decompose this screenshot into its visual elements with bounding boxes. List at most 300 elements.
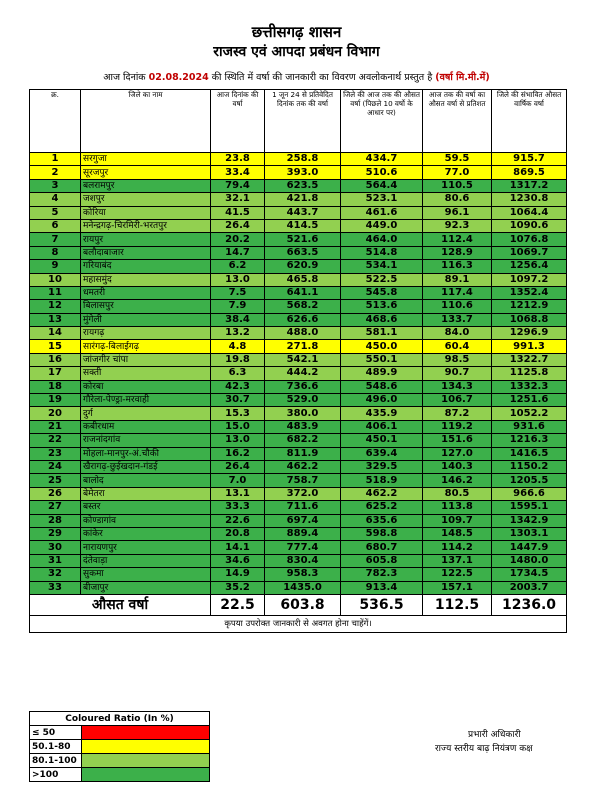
row-today: 38.4	[211, 313, 265, 326]
row-district-name: रायपुर	[81, 233, 211, 246]
table-row	[30, 179, 567, 192]
row-annual: 1317.2	[492, 179, 567, 192]
row-annual: 1212.9	[492, 300, 567, 313]
row-serial: 27	[30, 501, 81, 514]
row-district-name: महासमुंद	[81, 273, 211, 286]
row-annual: 931.6	[492, 420, 567, 433]
table-row	[30, 447, 567, 460]
row-today: 6.2	[211, 260, 265, 273]
row-today: 23.8	[211, 153, 265, 166]
unit-label: (वर्षा मि.मी.में)	[435, 72, 490, 83]
row-district-name: कोरबा	[81, 380, 211, 393]
row-district-name: मुंगेली	[81, 313, 211, 326]
row-serial: 30	[30, 541, 81, 554]
row-since: 958.3	[265, 568, 341, 581]
row-today: 26.4	[211, 460, 265, 473]
row-district-name: बलौदाबाजार	[81, 246, 211, 259]
row-today: 32.1	[211, 193, 265, 206]
row-annual: 869.5	[492, 166, 567, 179]
table-row	[30, 327, 567, 340]
row-annual: 1352.4	[492, 286, 567, 299]
row-district-name: दुर्ग	[81, 407, 211, 420]
row-annual: 1447.9	[492, 541, 567, 554]
row-today: 13.1	[211, 487, 265, 500]
row-serial: 14	[30, 327, 81, 340]
row-since: 521.6	[265, 233, 341, 246]
row-avg: 450.0	[341, 340, 423, 353]
row-today: 33.3	[211, 501, 265, 514]
row-serial: 19	[30, 394, 81, 407]
header-district: जिले का नाम	[81, 90, 211, 153]
row-avg: 489.9	[341, 367, 423, 380]
row-district-name: सारंगढ़-बिलाईगढ़	[81, 340, 211, 353]
row-annual: 1251.6	[492, 394, 567, 407]
row-pct: 112.4	[423, 233, 492, 246]
row-serial: 7	[30, 233, 81, 246]
row-annual: 1230.8	[492, 193, 567, 206]
row-since: 811.9	[265, 447, 341, 460]
table-row	[30, 541, 567, 554]
row-avg: 461.6	[341, 206, 423, 219]
row-district-name: बीजापुर	[81, 581, 211, 594]
row-serial: 6	[30, 219, 81, 232]
row-today: 14.9	[211, 568, 265, 581]
row-today: 19.8	[211, 353, 265, 366]
row-district-name: बेमेतरा	[81, 487, 211, 500]
row-avg: 435.9	[341, 407, 423, 420]
legend-item	[30, 740, 210, 754]
row-district-name: कोरिया	[81, 206, 211, 219]
row-serial: 5	[30, 206, 81, 219]
average-today: 22.5	[211, 594, 265, 615]
table-header-row	[30, 90, 567, 153]
row-serial: 33	[30, 581, 81, 594]
legend-table	[29, 711, 210, 782]
row-today: 6.3	[211, 367, 265, 380]
row-since: 271.8	[265, 340, 341, 353]
table-row	[30, 514, 567, 527]
row-district-name: सूरजपुर	[81, 166, 211, 179]
row-serial: 2	[30, 166, 81, 179]
row-avg: 518.9	[341, 474, 423, 487]
row-serial: 15	[30, 340, 81, 353]
row-avg: 523.1	[341, 193, 423, 206]
row-annual: 991.3	[492, 340, 567, 353]
row-district-name: बालोद	[81, 474, 211, 487]
row-since: 641.1	[265, 286, 341, 299]
row-since: 529.0	[265, 394, 341, 407]
row-avg: 680.7	[341, 541, 423, 554]
table-row	[30, 367, 567, 380]
row-district-name: गौरेला-पेण्ड्रा-मरवाही	[81, 394, 211, 407]
row-avg: 605.8	[341, 554, 423, 567]
row-serial: 3	[30, 179, 81, 192]
row-district-name: गरियाबंद	[81, 260, 211, 273]
row-today: 13.0	[211, 434, 265, 447]
row-pct: 80.6	[423, 193, 492, 206]
row-district-name: सक्ती	[81, 367, 211, 380]
row-since: 663.5	[265, 246, 341, 259]
rainfall-table	[29, 89, 567, 633]
table-row	[30, 273, 567, 286]
header-percentage: आज तक की वर्षा का औसत वर्षा से प्रतिशत	[423, 90, 492, 153]
report-intro	[0, 70, 593, 83]
row-today: 15.3	[211, 407, 265, 420]
row-avg: 913.4	[341, 581, 423, 594]
table-row	[30, 340, 567, 353]
row-serial: 17	[30, 367, 81, 380]
row-today: 4.8	[211, 340, 265, 353]
row-since: 258.8	[265, 153, 341, 166]
row-serial: 10	[30, 273, 81, 286]
row-annual: 1090.6	[492, 219, 567, 232]
table-row	[30, 246, 567, 259]
row-today: 79.4	[211, 179, 265, 192]
row-since: 626.6	[265, 313, 341, 326]
row-pct: 60.4	[423, 340, 492, 353]
row-pct: 87.2	[423, 407, 492, 420]
row-today: 20.2	[211, 233, 265, 246]
row-annual: 1068.8	[492, 313, 567, 326]
row-pct: 116.3	[423, 260, 492, 273]
table-row	[30, 460, 567, 473]
row-since: 697.4	[265, 514, 341, 527]
row-annual: 1064.4	[492, 206, 567, 219]
row-annual: 1296.9	[492, 327, 567, 340]
row-today: 26.4	[211, 219, 265, 232]
row-since: 736.6	[265, 380, 341, 393]
row-today: 16.2	[211, 447, 265, 460]
row-serial: 28	[30, 514, 81, 527]
row-serial: 23	[30, 447, 81, 460]
average-since: 603.8	[265, 594, 341, 615]
row-serial: 25	[30, 474, 81, 487]
legend-swatch-light-green	[82, 754, 210, 768]
row-serial: 29	[30, 527, 81, 540]
table-row	[30, 407, 567, 420]
row-district-name: नारायणपुर	[81, 541, 211, 554]
legend-label: 50.1-80	[30, 740, 82, 754]
row-avg: 639.4	[341, 447, 423, 460]
row-avg: 496.0	[341, 394, 423, 407]
row-today: 13.0	[211, 273, 265, 286]
row-today: 22.6	[211, 514, 265, 527]
row-avg: 782.3	[341, 568, 423, 581]
row-annual: 1052.2	[492, 407, 567, 420]
row-district-name: कांकेर	[81, 527, 211, 540]
row-avg: 635.6	[341, 514, 423, 527]
row-district-name: कोण्डागांव	[81, 514, 211, 527]
row-today: 15.0	[211, 420, 265, 433]
legend-label: ≤ 50	[30, 726, 82, 740]
table-row	[30, 487, 567, 500]
row-annual: 1416.5	[492, 447, 567, 460]
row-avg: 548.6	[341, 380, 423, 393]
row-since: 620.9	[265, 260, 341, 273]
intro-after: की स्थिति में वर्षा की जानकारी का विवरण अवलोकनार्थ प्रस्तुत है	[211, 72, 433, 83]
table-row	[30, 300, 567, 313]
table-row	[30, 260, 567, 273]
table-row	[30, 501, 567, 514]
row-pct: 90.7	[423, 367, 492, 380]
row-avg: 550.1	[341, 353, 423, 366]
row-serial: 1	[30, 153, 81, 166]
row-pct: 151.6	[423, 434, 492, 447]
header-cumulative-rain: 1 जून 24 से प्रतिवेदित दिनांक तक की वर्षा	[265, 90, 341, 153]
row-since: 568.2	[265, 300, 341, 313]
table-row	[30, 554, 567, 567]
header-today-rain: आज दिनांक की वर्षा	[211, 90, 265, 153]
row-serial: 32	[30, 568, 81, 581]
row-since: 393.0	[265, 166, 341, 179]
row-pct: 134.3	[423, 380, 492, 393]
table-row	[30, 193, 567, 206]
row-since: 380.0	[265, 407, 341, 420]
header-serial: क्र.	[30, 90, 81, 153]
table-row	[30, 568, 567, 581]
legend-swatch-dark-green	[82, 768, 210, 782]
row-pct: 114.2	[423, 541, 492, 554]
row-today: 30.7	[211, 394, 265, 407]
row-today: 41.5	[211, 206, 265, 219]
row-district-name: बिलासपुर	[81, 300, 211, 313]
row-district-name: बलरामपुर	[81, 179, 211, 192]
row-serial: 26	[30, 487, 81, 500]
row-annual: 1303.1	[492, 527, 567, 540]
row-since: 777.4	[265, 541, 341, 554]
row-since: 1435.0	[265, 581, 341, 594]
table-row	[30, 434, 567, 447]
row-since: 444.2	[265, 367, 341, 380]
row-annual: 915.7	[492, 153, 567, 166]
row-pct: 96.1	[423, 206, 492, 219]
row-since: 414.5	[265, 219, 341, 232]
row-pct: 146.2	[423, 474, 492, 487]
row-annual: 1205.5	[492, 474, 567, 487]
row-since: 462.2	[265, 460, 341, 473]
row-today: 14.7	[211, 246, 265, 259]
row-serial: 4	[30, 193, 81, 206]
row-serial: 9	[30, 260, 81, 273]
table-row	[30, 353, 567, 366]
table-row	[30, 474, 567, 487]
row-avg: 534.1	[341, 260, 423, 273]
row-district-name: धमतरी	[81, 286, 211, 299]
row-district-name: जशपुर	[81, 193, 211, 206]
row-district-name: मनेन्द्रगढ़-चिरमिरी-भरतपुर	[81, 219, 211, 232]
legend-item	[30, 726, 210, 740]
legend-label: 80.1-100	[30, 754, 82, 768]
row-pct: 127.0	[423, 447, 492, 460]
row-serial: 13	[30, 313, 81, 326]
row-pct: 133.7	[423, 313, 492, 326]
row-since: 830.4	[265, 554, 341, 567]
row-since: 542.1	[265, 353, 341, 366]
table-row	[30, 219, 567, 232]
row-district-name: खैरागढ़-छुईखदान-गंडई	[81, 460, 211, 473]
average-avg: 536.5	[341, 594, 423, 615]
table-row	[30, 527, 567, 540]
row-annual: 1069.7	[492, 246, 567, 259]
row-annual: 1216.3	[492, 434, 567, 447]
legend-swatch-yellow	[82, 740, 210, 754]
row-avg: 513.6	[341, 300, 423, 313]
row-annual: 1322.7	[492, 353, 567, 366]
row-annual: 966.6	[492, 487, 567, 500]
row-since: 372.0	[265, 487, 341, 500]
table-row	[30, 420, 567, 433]
row-annual: 1256.4	[492, 260, 567, 273]
row-today: 20.8	[211, 527, 265, 540]
legend-title: Coloured Ratio (In %)	[30, 712, 210, 726]
row-serial: 21	[30, 420, 81, 433]
row-avg: 581.1	[341, 327, 423, 340]
row-pct: 117.4	[423, 286, 492, 299]
row-district-name: जांजगीर चांपा	[81, 353, 211, 366]
signature-title: प्रभारी अधिकारी	[468, 730, 521, 740]
row-district-name: मोहला-मानपुर-अं.चौकी	[81, 447, 211, 460]
row-district-name: दंतेवाड़ा	[81, 554, 211, 567]
row-since: 443.7	[265, 206, 341, 219]
row-annual: 1150.2	[492, 460, 567, 473]
row-serial: 20	[30, 407, 81, 420]
row-since: 465.8	[265, 273, 341, 286]
row-avg: 514.8	[341, 246, 423, 259]
row-today: 7.5	[211, 286, 265, 299]
row-since: 758.7	[265, 474, 341, 487]
row-today: 7.9	[211, 300, 265, 313]
row-since: 889.4	[265, 527, 341, 540]
table-row	[30, 581, 567, 594]
row-today: 35.2	[211, 581, 265, 594]
note-row	[30, 615, 567, 632]
intro-before: आज दिनांक	[103, 72, 146, 83]
row-annual: 2003.7	[492, 581, 567, 594]
row-district-name: कबीरधाम	[81, 420, 211, 433]
row-pct: 148.5	[423, 527, 492, 540]
row-pct: 119.2	[423, 420, 492, 433]
row-annual: 1076.8	[492, 233, 567, 246]
row-avg: 406.1	[341, 420, 423, 433]
row-pct: 157.1	[423, 581, 492, 594]
row-avg: 468.6	[341, 313, 423, 326]
legend-item	[30, 768, 210, 782]
row-pct: 98.5	[423, 353, 492, 366]
row-annual: 1332.3	[492, 380, 567, 393]
row-pct: 113.8	[423, 501, 492, 514]
row-since: 682.2	[265, 434, 341, 447]
average-pct: 112.5	[423, 594, 492, 615]
table-row	[30, 166, 567, 179]
government-title: छत्तीसगढ़ शासन	[251, 23, 342, 41]
report-date: 02.08.2024	[148, 72, 209, 83]
row-avg: 598.8	[341, 527, 423, 540]
row-pct: 77.0	[423, 166, 492, 179]
row-avg: 510.6	[341, 166, 423, 179]
row-avg: 449.0	[341, 219, 423, 232]
row-pct: 110.5	[423, 179, 492, 192]
average-row	[30, 594, 567, 615]
row-avg: 462.2	[341, 487, 423, 500]
legend-swatch-red	[82, 726, 210, 740]
table-row	[30, 233, 567, 246]
signature-office: राज्य स्तरीय बाढ़ नियंत्रण कक्ष	[435, 744, 533, 754]
note-text: कृपया उपरोक्त जानकारी से अवगत होना चाहेंगें।	[30, 615, 567, 632]
row-district-name: सुकमा	[81, 568, 211, 581]
row-serial: 12	[30, 300, 81, 313]
average-annual: 1236.0	[492, 594, 567, 615]
row-pct: 128.9	[423, 246, 492, 259]
row-pct: 84.0	[423, 327, 492, 340]
header-average-rain: जिले की आज तक की औसत वर्षा (पिछले 10 वर्षो के आधार पर)	[341, 90, 423, 153]
row-annual: 1125.8	[492, 367, 567, 380]
row-district-name: बस्तर	[81, 501, 211, 514]
row-avg: 329.5	[341, 460, 423, 473]
row-pct: 89.1	[423, 273, 492, 286]
row-since: 421.8	[265, 193, 341, 206]
row-since: 711.6	[265, 501, 341, 514]
row-avg: 545.8	[341, 286, 423, 299]
row-pct: 80.5	[423, 487, 492, 500]
row-today: 13.2	[211, 327, 265, 340]
row-pct: 110.6	[423, 300, 492, 313]
row-pct: 106.7	[423, 394, 492, 407]
row-district-name: रायगढ़	[81, 327, 211, 340]
row-serial: 24	[30, 460, 81, 473]
table-row	[30, 286, 567, 299]
row-pct: 122.5	[423, 568, 492, 581]
row-avg: 625.2	[341, 501, 423, 514]
table-row	[30, 206, 567, 219]
row-annual: 1595.1	[492, 501, 567, 514]
row-avg: 564.4	[341, 179, 423, 192]
row-serial: 16	[30, 353, 81, 366]
row-today: 14.1	[211, 541, 265, 554]
row-serial: 31	[30, 554, 81, 567]
row-district-name: राजनांदगांव	[81, 434, 211, 447]
average-label: औसत वर्षा	[30, 594, 211, 615]
row-today: 33.4	[211, 166, 265, 179]
row-today: 7.0	[211, 474, 265, 487]
row-serial: 8	[30, 246, 81, 259]
table-row	[30, 380, 567, 393]
row-annual: 1734.5	[492, 568, 567, 581]
row-avg: 434.7	[341, 153, 423, 166]
row-annual: 1097.2	[492, 273, 567, 286]
legend-item	[30, 754, 210, 768]
row-today: 42.3	[211, 380, 265, 393]
row-pct: 59.5	[423, 153, 492, 166]
row-avg: 522.5	[341, 273, 423, 286]
row-pct: 109.7	[423, 514, 492, 527]
row-pct: 137.1	[423, 554, 492, 567]
row-pct: 140.3	[423, 460, 492, 473]
row-pct: 92.3	[423, 219, 492, 232]
row-since: 483.9	[265, 420, 341, 433]
row-serial: 11	[30, 286, 81, 299]
row-serial: 18	[30, 380, 81, 393]
row-serial: 22	[30, 434, 81, 447]
row-avg: 450.1	[341, 434, 423, 447]
row-today: 34.6	[211, 554, 265, 567]
row-annual: 1480.0	[492, 554, 567, 567]
row-district-name: सरगुजा	[81, 153, 211, 166]
department-title: राजस्व एवं आपदा प्रबंधन विभाग	[213, 44, 380, 60]
row-since: 488.0	[265, 327, 341, 340]
header-annual-rain: जिले की संभावित औसत वार्षिक वर्षा	[492, 90, 567, 153]
row-annual: 1342.9	[492, 514, 567, 527]
table-row	[30, 394, 567, 407]
